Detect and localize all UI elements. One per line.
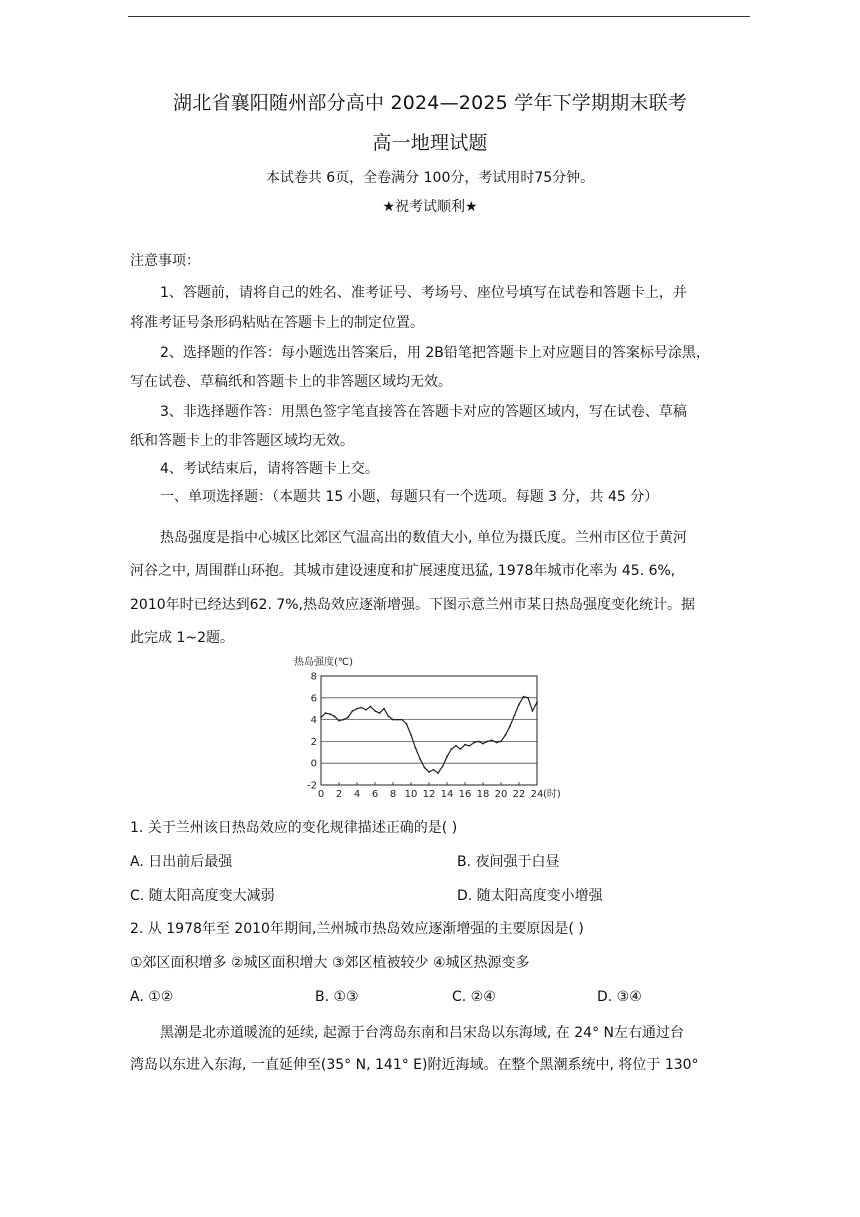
chart-data-point xyxy=(338,720,340,722)
chart-data-point xyxy=(460,748,462,750)
q1-option-a[interactable]: A. 日出前后最强 xyxy=(130,854,233,870)
chart-data-point xyxy=(482,743,484,745)
chart-data-point xyxy=(487,741,489,743)
chart-x-tick-label: 2 xyxy=(335,789,343,800)
chart-data-point xyxy=(518,703,520,705)
q1-option-c[interactable]: C. 随太阳高度变大减弱 xyxy=(130,888,275,904)
q1-option-d[interactable]: D. 随太阳高度变小增强 xyxy=(457,888,603,904)
chart-x-tick-label: 12 xyxy=(422,789,436,800)
chart-frame xyxy=(321,676,537,785)
chart-data-point xyxy=(334,715,336,717)
q2-option-a[interactable]: A. ①② xyxy=(130,989,174,1005)
chart-data-point xyxy=(374,710,376,712)
chart-x-tick-label: 16 xyxy=(458,789,472,800)
chart-data-point xyxy=(464,744,466,746)
chart-data-point xyxy=(473,742,475,744)
q2-stem: 2. 从 1978年至 2010年期间,兰州城市热岛效应逐渐增强的主要原因是( ) xyxy=(130,921,584,937)
chart-data-point xyxy=(451,748,453,750)
passage-1-line-4: 此完成 1~2题。 xyxy=(130,630,234,646)
q1-option-b[interactable]: B. 夜间强于白昼 xyxy=(457,854,560,870)
chart-data-point xyxy=(428,771,430,773)
passage-1-line-1: 热岛强度是指中心城区比郊区气温高出的数值大小, 单位为摄氏度。兰州市区位于黄河 xyxy=(160,530,687,546)
chart-grid xyxy=(321,676,537,785)
passage-2-line-2: 湾岛以东进入东海, 一直延伸至(35° N, 141° E)附近海域。在整个黑潮系统中, 将位于 130° xyxy=(130,1057,699,1073)
chart-data-point xyxy=(352,710,354,712)
chart-data-point xyxy=(415,747,417,749)
chart-data-point xyxy=(361,707,363,709)
chart-data-point xyxy=(469,745,471,747)
chart-x-tick-label: 4 xyxy=(353,789,361,800)
q2-items: ①郊区面积增多 ②城区面积增大 ③郊区植被较少 ④城区热源变多 xyxy=(130,955,530,971)
note-3-line-2: 纸和答题卡上的非答题区域均无效。 xyxy=(130,433,354,449)
note-2-line-1: 2、选择题的作答：每小题选出答案后，用 2B铅笔把答题卡上对应题目的答案标号涂黑， xyxy=(160,345,710,361)
chart-data-point xyxy=(379,712,381,714)
q2-option-c[interactable]: C. ②④ xyxy=(452,989,496,1005)
chart-data-point xyxy=(392,719,394,721)
chart-series-line xyxy=(321,697,537,773)
chart-data-point xyxy=(433,769,435,771)
chart-data-point xyxy=(356,708,358,710)
chart-data-point xyxy=(325,712,327,714)
passage-1-line-2: 河谷之中, 周围群山环抱。其城市建设速度和扩展速度迅猛, 1978年城市化率为 45. 6%, xyxy=(130,563,676,579)
chart-y-tick-label: 0 xyxy=(310,758,317,770)
chart-data-point xyxy=(406,723,408,725)
chart-y-tick-label: 8 xyxy=(310,671,317,683)
chart-y-tick-label: -2 xyxy=(307,780,317,792)
chart-data-point xyxy=(383,708,385,710)
chart-svg xyxy=(288,652,574,804)
chart-data-point xyxy=(442,766,444,768)
note-2-line-2: 写在试卷、草稿纸和答题卡上的非答题区域均无效。 xyxy=(130,374,452,390)
chart-y-tick-label: 2 xyxy=(310,736,317,748)
chart-data-point xyxy=(320,717,322,719)
chart-data-point xyxy=(500,741,502,743)
chart-data-point xyxy=(496,742,498,744)
chart-data-point xyxy=(388,715,390,717)
notes-heading: 注意事项： xyxy=(130,253,200,269)
chart-y-tick-label: 4 xyxy=(310,715,317,727)
passage-2-line-1: 黑潮是北赤道暖流的延续, 起源于台湾岛东南和吕宋岛以东海域, 在 24° N左右通过台 xyxy=(160,1025,684,1041)
chart-x-tick-label: 20 xyxy=(494,789,508,800)
note-3-line-1: 3、非选择题作答：用黑色签字笔直接答在答题卡对应的答题区域内，写在试卷、草稿 xyxy=(160,404,687,420)
chart-y-tick-label: 6 xyxy=(310,693,317,705)
heat-island-chart xyxy=(288,652,574,804)
chart-x-tick-label: 18 xyxy=(476,789,490,800)
chart-data-point xyxy=(505,734,507,736)
chart-y-ticks xyxy=(307,672,317,792)
chart-data-point xyxy=(410,734,412,736)
exam-subject: 高一地理试题 xyxy=(372,132,488,154)
chart-data-point xyxy=(419,758,421,760)
exam-title: 湖北省襄阳随州部分高中 2024—2025 学年下学期期末联考 xyxy=(173,92,687,114)
chart-data-point xyxy=(365,709,367,711)
chart-x-tick-label: 14 xyxy=(440,789,454,800)
chart-x-axis-label: (时) xyxy=(543,789,561,800)
header-rule xyxy=(128,16,750,17)
chart-x-tick-label: 0 xyxy=(317,789,325,800)
chart-data-point xyxy=(343,719,345,721)
passage-1-line-3: 2010年时已经达到62. 7%,热岛效应逐渐增强。下图示意兰州市某日热岛强度变化统计。据 xyxy=(130,597,696,613)
chart-data-point xyxy=(424,767,426,769)
chart-x-tick-label: 10 xyxy=(404,789,418,800)
chart-data-point xyxy=(478,741,480,743)
chart-data-point xyxy=(536,701,538,703)
chart-data-point xyxy=(437,772,439,774)
chart-y-axis-label: 热岛强度(℃) xyxy=(294,657,354,668)
chart-data-point xyxy=(370,706,372,708)
chart-x-tick-label: 22 xyxy=(512,789,526,800)
chart-points xyxy=(320,696,538,774)
chart-data-point xyxy=(347,717,349,719)
exam-info: 本试卷共 6页，全卷满分 100分，考试用时75分钟。 xyxy=(265,170,595,186)
exam-wish: ★祝考试顺利★ xyxy=(382,199,478,215)
chart-data-point xyxy=(446,756,448,758)
chart-data-point xyxy=(491,739,493,741)
q2-option-d[interactable]: D. ③④ xyxy=(597,989,642,1005)
chart-x-tick-label: 24 xyxy=(530,789,544,800)
note-4: 4、考试结束后，请将答题卡上交。 xyxy=(160,461,379,477)
chart-data-point xyxy=(527,697,529,699)
chart-data-point xyxy=(509,725,511,727)
chart-x-tick-label: 6 xyxy=(371,789,379,800)
chart-axes xyxy=(321,676,537,785)
chart-data-point xyxy=(401,719,403,721)
q2-option-b[interactable]: B. ①③ xyxy=(315,989,359,1005)
chart-data-point xyxy=(455,745,457,747)
chart-x-tick-label: 8 xyxy=(389,789,397,800)
q1-stem: 1. 关于兰州该日热岛效应的变化规律描述正确的是( ) xyxy=(130,820,458,836)
chart-data-point xyxy=(532,710,534,712)
note-1-line-2: 将准考证号条形码粘贴在答题卡上的制定位置。 xyxy=(130,315,424,331)
note-1-line-1: 1、答题前，请将自己的姓名、准考证号、考场号、座位号填写在试卷和答题卡上，并 xyxy=(160,285,687,301)
chart-data-point xyxy=(514,714,516,716)
chart-data-point xyxy=(397,719,399,721)
chart-data-point xyxy=(329,713,331,715)
chart-data-point xyxy=(523,696,525,698)
section-heading: 一、单项选择题：（本题共 15 小题，每题只有一个选项。每题 3 分，共 45 分） xyxy=(160,489,659,505)
